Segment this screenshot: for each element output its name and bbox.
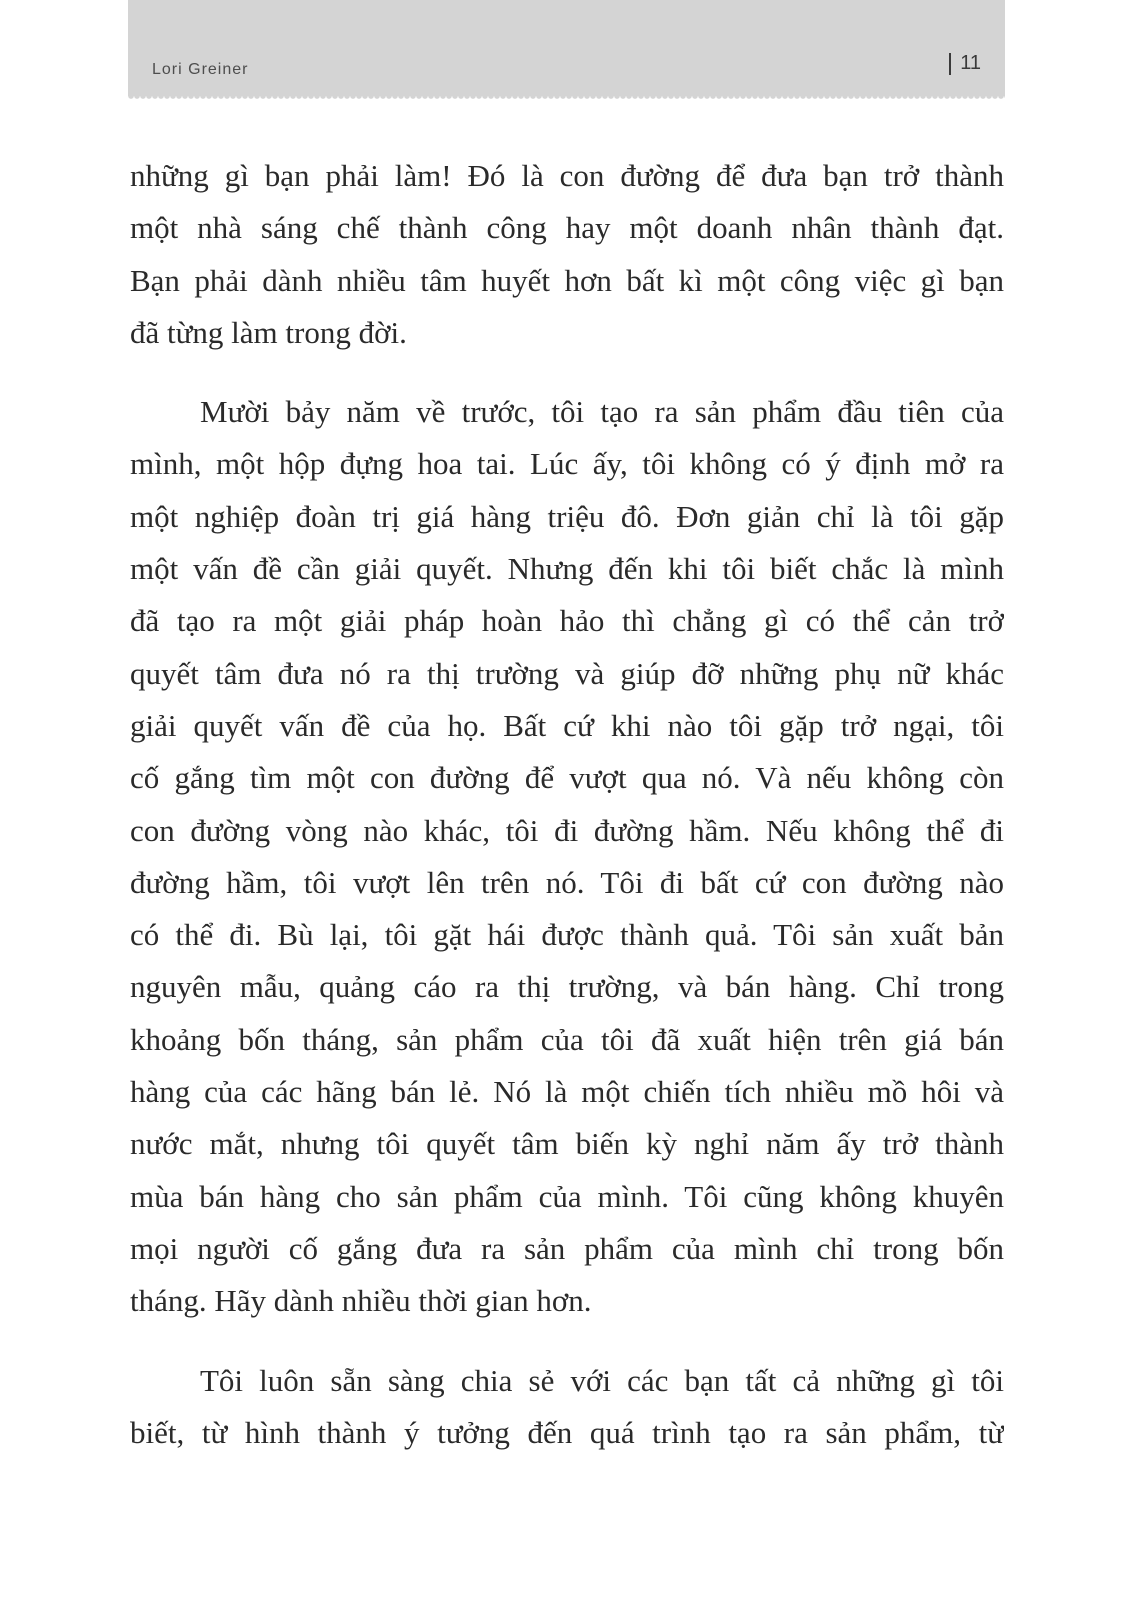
text-line: Bạn phải dành nhiều tâm huyết hơn bất kì một công việc gì bạn — [130, 262, 1004, 298]
text-line: có thể đi. Bù lại, tôi gặt hái được thành quả. Tôi sản xuất bản — [130, 917, 1004, 953]
text-line: mùa bán hàng cho sản phẩm của mình. Tôi cũng không khuyên — [130, 1178, 1004, 1214]
text-line: đường hầm, tôi vượt lên trên nó. Tôi đi bất cứ con đường nào — [130, 864, 1004, 900]
page-number — [949, 52, 981, 75]
text-line: mọi người cố gắng đưa ra sản phẩm của mình chỉ trong bốn — [130, 1230, 1004, 1266]
page-number-divider — [949, 53, 951, 75]
text-line: mình, một hộp đựng hoa tai. Lúc ấy, tôi không có ý định mở ra — [130, 446, 1004, 482]
text-line: một vấn đề cần giải quyết. Nhưng đến khi tôi biết chắc là mình — [130, 551, 1004, 587]
text-line: đã tạo ra một giải pháp hoàn hảo thì chẳng gì có thể cản trở — [130, 603, 1004, 639]
text-line: những gì bạn phải làm! Đó là con đường để đưa bạn trở thành — [130, 158, 1004, 193]
text-line: quyết tâm đưa nó ra thị trường và giúp đỡ những phụ nữ khác — [130, 655, 1004, 691]
text-line: giải quyết vấn đề của họ. Bất cứ khi nào tôi gặp trở ngại, tôi — [130, 707, 1004, 743]
text-line: con đường vòng nào khác, tôi đi đường hầm. Nếu không thể đi — [130, 812, 1004, 848]
text-line: một nhà sáng chế thành công hay một doanh nhân thành đạt. — [130, 210, 1004, 246]
text-line: cố gắng tìm một con đường để vượt qua nó. Và nếu không còn — [130, 760, 1004, 796]
text-line: nguyên mẫu, quảng cáo ra thị trường, và bán hàng. Chỉ trong — [130, 969, 1004, 1005]
text-line: nước mắt, nhưng tôi quyết tâm biến kỳ nghỉ năm ấy trở thành — [130, 1126, 1004, 1162]
page-header — [128, 0, 1005, 96]
running-head-author: Lori Greiner — [152, 61, 249, 78]
text-line: Mười bảy năm về trước, tôi tạo ra sản phẩm đầu tiên của — [200, 394, 1004, 430]
page-number-value: 11 — [960, 52, 981, 74]
paragraph — [130, 1355, 1004, 1460]
body-text — [130, 150, 1004, 1486]
paragraph — [130, 386, 1004, 1327]
text-line: Tôi luôn sẵn sàng chia sẻ với các bạn tất cả những gì tôi — [200, 1362, 1004, 1398]
paragraph — [130, 150, 1004, 359]
text-line: biết, từ hình thành ý tưởng đến quá trình tạo ra sản phẩm, từ — [130, 1414, 1004, 1450]
text-line: đã từng làm trong đời. — [130, 314, 407, 350]
text-line: tháng. Hãy dành nhiều thời gian hơn. — [130, 1283, 592, 1319]
text-line: hàng của các hãng bán lẻ. Nó là một chiến tích nhiều mồ hôi và — [130, 1074, 1004, 1110]
text-line: khoảng bốn tháng, sản phẩm của tôi đã xuất hiện trên giá bán — [130, 1021, 1004, 1057]
text-line: một nghiệp đoàn trị giá hàng triệu đô. Đơn giản chỉ là tôi gặp — [130, 498, 1004, 534]
